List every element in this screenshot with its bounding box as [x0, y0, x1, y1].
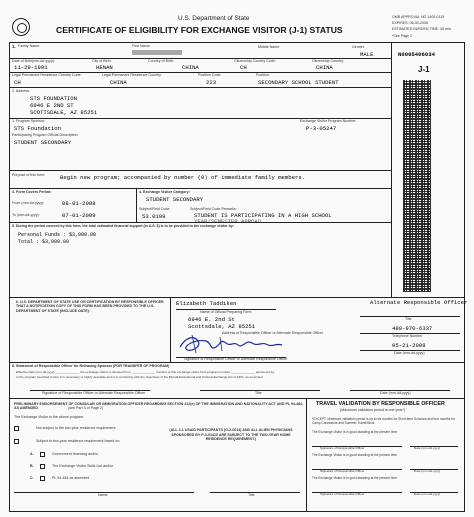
position-code-label: Position Code:	[198, 73, 222, 77]
transfer-signature-caption: Signature of Responsible Officer or Alternate Responsible Officer	[42, 391, 146, 395]
citizenship-code-value: CH	[240, 64, 247, 71]
position-value: SECONDARY SCHOOL STUDENT	[258, 79, 339, 86]
pl-94-484-label: PL 94-484 as amended	[52, 476, 90, 480]
certification-date: 05-21-2008	[392, 342, 426, 349]
category-value: STUDENT SECONDARY	[146, 196, 204, 203]
middle-name-label: Middle Name:	[258, 45, 281, 49]
telephone-caption: Telephone Number	[392, 334, 423, 338]
program-number-value: P-3-05247	[306, 125, 337, 132]
signature-caption: Signature of Responsible Officer or Alternate Responsible Officer	[184, 357, 288, 361]
first-name-redaction	[132, 50, 182, 55]
endorsement-intro: The Exchange Visitor in the above program:	[14, 415, 85, 419]
travel-signature-caption-2: Signature of Responsible Officer	[320, 469, 365, 473]
travel-validation-title: TRAVEL VALIDATION BY RESPONSIBLE OFFICER	[316, 401, 445, 407]
program-number-label: Exchange Visitor Program Number:	[300, 119, 357, 123]
citizenship-label: Citizenship Country:	[312, 59, 345, 63]
endorsement-name-caption: Name	[98, 493, 108, 497]
travel-signature-caption-3: Signature of Responsible Officer	[320, 492, 365, 496]
address-line-2: 6946 E 2ND ST	[30, 102, 74, 109]
travel-validation-subtitle: (Maximum validation period is one year*)	[340, 408, 406, 412]
gender-value: MALE	[360, 51, 374, 58]
transfer-statement-line-2: to the program specified in item 2 is necessary or highly desirable and is in conformity with the objectives of the Mutual Educational and Cultural Exchange Act of 1961, as amended.	[16, 375, 264, 379]
skills-list-checkbox[interactable]	[40, 464, 45, 469]
lpr-value: CHINA	[110, 79, 127, 86]
from-date-label: From (mm-dd-yyyy):	[12, 201, 45, 205]
financial-support-label: 5. During the period covered by this form, the total estimated financial support (in U.S. $) is to be provided to the exchange visitor by:	[12, 224, 234, 228]
certification-statement: 6. U.S. DEPARTMENT OF STATE USE OR CERTIFICATION BY RESPONSIBLE OFFICER THAT A NOTIFICATION COPY OF THIS FORM HAS BEEN PROVIDED TO THE U.S. DEPARTMENT OF STATE (INCLUDE DATE).	[16, 300, 164, 313]
travel-status-1: The Exchange Visitor is in good standing at the present time	[312, 430, 397, 434]
expires-date: EXPIRES: 06-30-2008	[392, 21, 428, 25]
gender-label: Gender:	[352, 45, 365, 49]
address-caption: Address of Responsible Officer or Alternate Responsible Officer	[222, 331, 324, 335]
position-code-value: 223	[206, 79, 217, 86]
government-financing-checkbox[interactable]	[40, 452, 45, 457]
purpose-label: Purpose of this form:	[12, 173, 46, 177]
purpose-value: Begin new program; accompanied by number (0) of immediate family members.	[60, 174, 306, 181]
travel-signature-caption-1: Signature of Responsible Officer	[320, 446, 365, 450]
position-label: Position:	[256, 73, 270, 77]
subject-code-label: Subject/Field Code:	[139, 207, 171, 211]
address-label: 2. Address:	[12, 89, 30, 93]
option-a-letter: A.	[30, 452, 34, 456]
city-birth-value: HENAN	[96, 64, 113, 71]
transfer-statement-line-1: Effective date (mm-dd-yyyy) ______________ the exchange visitor is released from ______________ transfer of this exchange visitor from program number ______________ sponsored by	[16, 370, 275, 374]
lpr-code-value: CH	[14, 79, 21, 86]
travel-status-3: The Exchange Visitor is in good standing at the present time	[312, 476, 397, 480]
citizenship-code-label: Citizenship Country Code:	[234, 59, 276, 63]
travel-status-2: The Exchange Visitor is in good standing at the present time	[312, 453, 397, 457]
form-covers-label: 3. Form Covers Period:	[12, 190, 52, 194]
endorsement-title-caption: Title	[248, 493, 255, 497]
sevis-id: N0005406034	[398, 51, 435, 58]
transfer-date-caption: Date (mm-dd-yyyy)	[380, 391, 411, 395]
barcode-icon	[403, 80, 431, 292]
office-address-line-2: Scottsdale, AZ 85251	[188, 323, 256, 330]
burden-time: ESTIMATED BURDEN TIME: 45 min	[392, 27, 451, 31]
lpr-label: Legal Permanent Residence Country:	[102, 73, 162, 77]
to-date-label: To (mm-dd-yyyy):	[12, 213, 40, 217]
total-funds: Total : $3,000.00	[18, 239, 70, 245]
country-birth-label: Country of Birth:	[148, 59, 174, 63]
category-label: 4. Exchange Visitor Category:	[139, 190, 190, 194]
form-title: CERTIFICATE OF ELIGIBILITY FOR EXCHANGE VISITOR (J-1) STATUS	[56, 25, 343, 35]
country-birth-value: CHINA	[182, 64, 199, 71]
first-name-label: First Name:	[132, 44, 151, 48]
transfer-title-caption: Title	[255, 391, 262, 395]
telephone-value: 480-970-6337	[392, 325, 433, 332]
see-page-note: *See Page 2	[392, 34, 413, 38]
city-birth-label: City of Birth:	[92, 59, 112, 63]
pl-94-484-checkbox[interactable]	[40, 476, 45, 481]
dob-label: Date of Birth(mm-dd-yyyy):	[12, 59, 55, 63]
not-subject-label: Not subject to the two-year residence requirement	[36, 426, 116, 430]
government-financing-label: Government financing and/or	[52, 452, 99, 456]
usaid-note: (ALL J-1 USAID PARTICIPANTS (G-2-0014) AND ALL ALIEN PHYSICIANS SPONSORED BY P-3-01410 ARE SUBJECT TO THE TWO-YEAR HOME RESIDENCE REQUIREMENT.)	[169, 428, 293, 442]
visa-type: J-1	[418, 65, 430, 74]
subject-remarks-line-2: YEAR/SEMESTER ABROAD	[194, 218, 262, 225]
endorsement-see-page: (see Part 3 of Page 2)	[68, 406, 104, 410]
officer-signature	[176, 333, 286, 355]
endorsement-title: PRELIMINARY ENDORSEMENT OF CONSULAR OR IMMIGRATION OFFICER REGARDING SECTION 212(e) OF THE IMMIGRATION AND NATIONALITY ACT AND PL 94-484, AS AMENDED	[14, 402, 304, 411]
subject-remarks-line-1: STUDENT IS PARTICIPATING IN A HIGH SCHOOL	[194, 212, 332, 219]
program-sponsor-value: STS Foundation	[14, 125, 61, 132]
omb-number: OMB APPROVAL NO 1405-0119	[392, 15, 445, 19]
address-line-3: SCOTTSDALE, AZ 85251	[30, 109, 98, 116]
travel-date-caption-1: Date (mm-dd-yyyy)	[414, 446, 441, 450]
from-date-value: 08-01-2008	[62, 200, 96, 207]
to-date-value: 07-01-2009	[62, 212, 96, 219]
option-b-letter: B.	[30, 464, 34, 468]
skills-list-label: The Exchange Visitor Skills List and/or	[52, 464, 114, 468]
travel-date-caption-2: Date (mm-dd-yyyy)	[414, 469, 441, 473]
citizenship-value: CHINA	[316, 64, 333, 71]
section1-number: 1.	[12, 44, 16, 49]
travel-date-caption-3: Date (mm-dd-yyyy)	[414, 492, 441, 496]
official-description-value: STUDENT SECONDARY	[14, 139, 72, 146]
option-c-letter: C.	[30, 476, 34, 480]
agency-name: U.S. Department of State	[178, 15, 250, 22]
address-line-1: STS FOUNDATION	[30, 95, 77, 102]
office-address-line-1: 6946 E. 2nd St	[188, 316, 235, 323]
subject-remarks-label: Subject/Field Code Remarks:	[190, 207, 237, 211]
dob-value: 11-29-1991	[14, 64, 48, 71]
lpr-code-label: Legal Permanent Residence Country Code:	[12, 73, 82, 77]
officer-name: Elizabeth Taddiken	[176, 300, 237, 307]
family-name-label: Family Name:	[18, 44, 41, 48]
state-department-seal-icon	[12, 18, 30, 36]
transfer-statement-title: 8. Statement of Responsible Officer for Releasing Sponsor (FOR TRANSFER OF PROGRAM)	[12, 364, 170, 368]
official-description-label: Participating Program Official Description:	[12, 133, 79, 137]
subject-checkbox[interactable]	[14, 439, 19, 444]
officer-title: Alternate Responsible Officer	[370, 299, 468, 306]
official-name-caption: Name of Official Preparing Form	[200, 310, 252, 314]
subject-code-value: 53.0199	[142, 213, 166, 220]
not-subject-checkbox[interactable]	[14, 426, 19, 431]
personal-funds: Personal Funds : $3,000.00	[18, 232, 97, 238]
date-caption: Date (mm-dd-yyyy)	[394, 351, 425, 355]
subject-label: Subject to two-year residence requirement based on:	[36, 439, 121, 443]
travel-validation-exception: *EXCEPT: Maximum validation period is up to six months for Short-term Scholars and four months for Camp Counselors and Summer Travel/Work	[312, 417, 455, 425]
title-caption: Title	[405, 317, 412, 321]
program-sponsor-label: 1. Program Sponsor:	[12, 119, 46, 123]
